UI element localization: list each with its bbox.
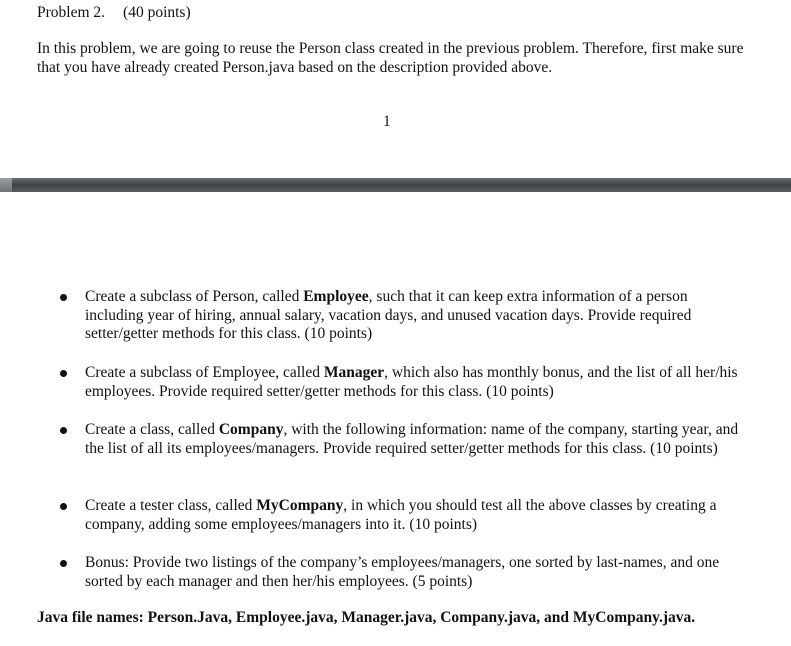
page-number: 1 xyxy=(383,113,391,130)
problem-points: (40 points) xyxy=(123,4,191,21)
list-item-text: Create a tester class, called MyCompany, in which you should test all the above classes by creating a company, adding some employees/managers into it. (10 points) xyxy=(85,497,717,533)
list-item-text: Create a subclass of Employee, called Manager, which also has monthly bonus, and the list of all her/his employees. Provide required setter/getter methods for this class. (10 points) xyxy=(85,364,738,400)
list-item-text: Bonus: Provide two listings of the company’s employees/managers, one sorted by last-names, and one sorted by each manager and then her/his employees. (5 points) xyxy=(85,554,720,590)
bullet-icon xyxy=(60,560,67,567)
intro-paragraph: In this problem, we are going to reuse the Person class created in the previous problem. Therefore, first make sure that you have already created Person.java based on the description provided above. xyxy=(37,40,744,76)
class-name: Manager xyxy=(323,364,385,381)
class-name: MyCompany xyxy=(256,497,344,514)
page-divider xyxy=(0,178,791,192)
list-item-text: Create a subclass of Person, called Employee, such that it can keep extra information of a person including year of hiring, annual salary, vacation days, and unused vacation days. Provide required setter/getter methods for this class. (10 points) xyxy=(85,288,692,342)
class-name: Company xyxy=(218,421,284,438)
page-top xyxy=(0,0,791,178)
list-item-text: Create a class, called Company, with the following information: name of the company, starting year, and the list of all its employees/managers. Provide required setter/getter methods for this class. (10 points) xyxy=(85,421,739,457)
bullet-icon xyxy=(60,427,67,434)
problem-title: Problem 2. xyxy=(37,4,106,21)
class-name: Employee xyxy=(303,288,369,305)
bullet-icon xyxy=(60,370,67,377)
bullet-icon xyxy=(60,503,67,510)
problem-heading xyxy=(37,4,191,22)
java-file-names: Java file names: Person.Java, Employee.java, Manager.java, Company.java, and MyCompany.java. xyxy=(37,609,696,626)
bullet-icon xyxy=(60,294,67,301)
